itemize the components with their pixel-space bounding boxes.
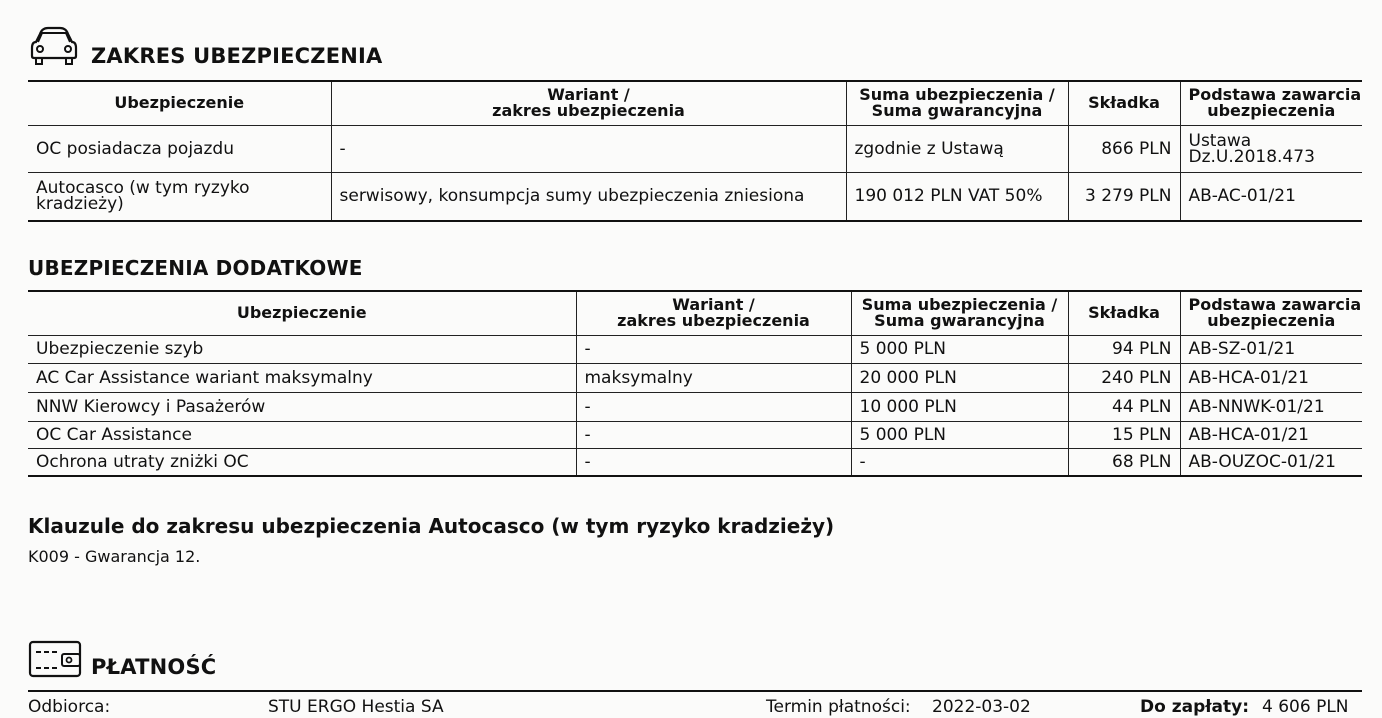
header-sum: Suma ubezpieczenia / Suma gwarancyjna — [846, 81, 1068, 125]
cell-basis: AB-SZ-01/21 — [1180, 335, 1362, 363]
cell-premium: 68 PLN — [1068, 448, 1180, 476]
cell-basis: AB-HCA-01/21 — [1180, 421, 1362, 448]
payment-divider — [28, 690, 1362, 692]
table-row — [28, 392, 1362, 421]
cell-sum: zgodnie z Ustawą — [846, 125, 1068, 172]
cell-insurance: Ubezpieczenie szyb — [28, 335, 576, 363]
cell-basis: AB-OUZOC-01/21 — [1180, 448, 1362, 476]
cell-basis: Ustawa Dz.U.2018.473 — [1180, 125, 1362, 172]
header-premium: Składka — [1068, 291, 1180, 335]
cell-variant: - — [576, 421, 851, 448]
cell-variant: - — [576, 448, 851, 476]
cell-variant: - — [331, 125, 846, 172]
cell-premium: 240 PLN — [1068, 363, 1180, 392]
table-row — [28, 172, 1362, 221]
header-premium: Składka — [1068, 81, 1180, 125]
cell-sum: 20 000 PLN — [851, 363, 1068, 392]
header-sum: Suma ubezpieczenia / Suma gwarancyjna — [851, 291, 1068, 335]
header-variant: Wariant / zakres ubezpieczenia — [576, 291, 851, 335]
recipient-value: STU ERGO Hestia SA — [268, 697, 444, 717]
clauses-text: K009 - Gwarancja 12. — [28, 547, 201, 566]
cell-premium: 3 279 PLN — [1068, 172, 1180, 221]
coverage-table — [28, 80, 1362, 222]
due-label: Termin płatności: — [766, 697, 911, 717]
cell-variant: serwisowy, konsumpcja sumy ubezpieczenia zniesiona — [331, 172, 846, 221]
cell-basis: AB-HCA-01/21 — [1180, 363, 1362, 392]
clauses-title: Klauzule do zakresu ubezpieczenia Autocasco (w tym ryzyko kradzieży) — [28, 514, 835, 538]
cell-sum: 10 000 PLN — [851, 392, 1068, 421]
table-row — [28, 125, 1362, 172]
cell-premium: 15 PLN — [1068, 421, 1180, 448]
cell-insurance: NNW Kierowcy i Pasażerów — [28, 392, 576, 421]
additional-table — [28, 290, 1362, 477]
cell-sum: 190 012 PLN VAT 50% — [846, 172, 1068, 221]
amount-value: 4 606 PLN — [1262, 697, 1349, 717]
cell-premium: 44 PLN — [1068, 392, 1180, 421]
car-icon — [28, 24, 80, 68]
wallet-icon — [28, 638, 84, 680]
header-basis: Podstawa zawarcia ubezpieczenia — [1180, 81, 1362, 125]
cell-premium: 866 PLN — [1068, 125, 1180, 172]
cell-variant: - — [576, 335, 851, 363]
header-basis: Podstawa zawarcia ubezpieczenia — [1180, 291, 1362, 335]
cell-insurance: Ochrona utraty zniżki OC — [28, 448, 576, 476]
cell-premium: 94 PLN — [1068, 335, 1180, 363]
table-row — [28, 363, 1362, 392]
table-row — [28, 421, 1362, 448]
cell-insurance: OC posiadacza pojazdu — [28, 125, 331, 172]
cell-variant: - — [576, 392, 851, 421]
header-variant: Wariant / zakres ubezpieczenia — [331, 81, 846, 125]
cell-insurance: Autocasco (w tym ryzyko kradzieży) — [28, 172, 331, 221]
cell-sum: - — [851, 448, 1068, 476]
amount-label: Do zapłaty: — [1140, 697, 1250, 717]
cell-sum: 5 000 PLN — [851, 421, 1068, 448]
table-row — [28, 335, 1362, 363]
header-insurance: Ubezpieczenie — [28, 81, 331, 125]
cell-basis: AB-AC-01/21 — [1180, 172, 1362, 221]
cell-variant: maksymalny — [576, 363, 851, 392]
recipient-label: Odbiorca: — [28, 697, 111, 717]
cell-basis: AB-NNWK-01/21 — [1180, 392, 1362, 421]
additional-title: UBEZPIECZENIA DODATKOWE — [28, 256, 363, 280]
header-insurance: Ubezpieczenie — [28, 291, 576, 335]
payment-title: PŁATNOŚĆ — [91, 655, 217, 679]
table-row — [28, 448, 1362, 476]
cell-sum: 5 000 PLN — [851, 335, 1068, 363]
coverage-title: ZAKRES UBEZPIECZENIA — [91, 44, 383, 68]
due-value: 2022-03-02 — [932, 697, 1031, 717]
cell-insurance: OC Car Assistance — [28, 421, 576, 448]
cell-insurance: AC Car Assistance wariant maksymalny — [28, 363, 576, 392]
table-header-row — [28, 291, 1362, 335]
table-header-row — [28, 81, 1362, 125]
